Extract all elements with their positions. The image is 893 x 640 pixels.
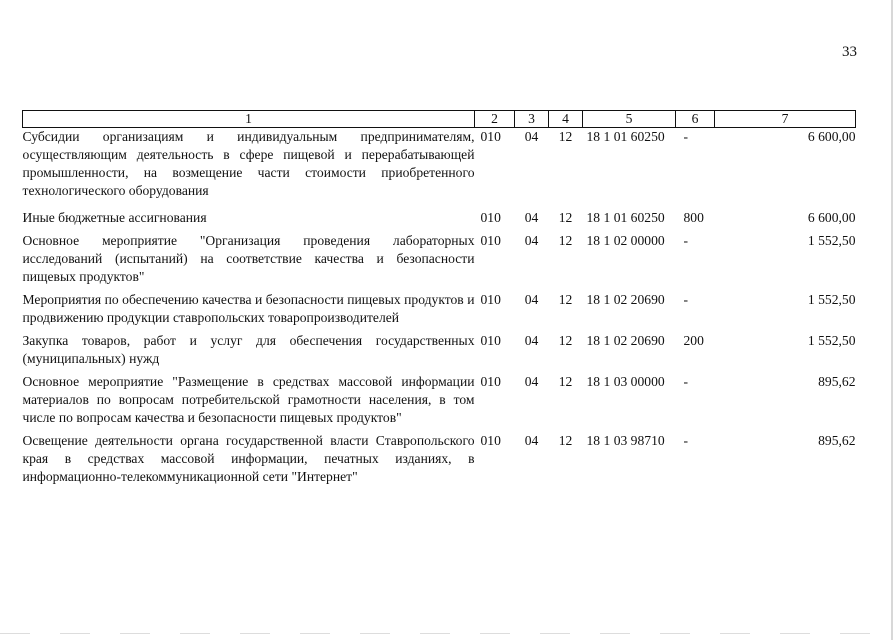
row-col-3: 04 [524,333,539,348]
row-col-2: 010 [480,210,501,225]
row-col-4: 12 [558,374,573,389]
table-row [23,232,856,291]
table-row [23,332,856,373]
row-col-2: 010 [480,292,501,307]
row-description: Освещение деятельности органа государственной власти Ставропольского края в средствах массовой информации, печатных изданиях, в информационно-телекоммуникационной сети "Интернет" [22,433,475,484]
table-row [23,128,856,206]
table-header-row [23,111,856,128]
budget-table [22,110,856,491]
table-row [23,291,856,332]
header-col-6: 6 [676,111,715,128]
row-col-4: 12 [558,129,573,144]
header-col-7: 7 [715,111,856,128]
table-row [23,205,856,232]
scan-bottom-artifact [0,633,893,634]
row-description: Основное мероприятие "Организация проведения лабораторных исследований (испытаний) на соответствие качества и безопасности пищевых продуктов" [22,233,475,284]
row-amount: 1 552,50 [807,292,856,307]
row-col-6: 200 [683,333,704,348]
table-row [23,373,856,432]
table-row [23,432,856,491]
row-col-3: 04 [524,292,539,307]
row-description: Иные бюджетные ассигнования [22,210,207,225]
row-col-6: - [683,374,689,389]
row-col-4: 12 [558,292,573,307]
row-description: Закупка товаров, работ и услуг для обеспечения государственных (муниципальных) нужд [22,333,475,366]
header-col-2: 2 [475,111,515,128]
header-col-5: 5 [583,111,676,128]
row-col-2: 010 [480,129,501,144]
header-col-3: 3 [515,111,549,128]
row-col-5: 18 1 02 20690 [586,292,665,307]
row-amount: 895,62 [818,433,856,448]
row-description: Основное мероприятие "Размещение в средствах массовой информации материалов по вопросам потребительской грамотности населения, в том числе по вопросам качества и безопасности пищевых продуктов" [22,374,475,425]
row-amount: 1 552,50 [807,233,856,248]
row-col-3: 04 [524,210,539,225]
row-col-2: 010 [480,233,501,248]
header-col-1: 1 [23,111,475,128]
row-col-4: 12 [558,333,573,348]
row-col-2: 010 [480,433,501,448]
row-col-5: 18 1 01 60250 [586,129,665,144]
row-amount: 1 552,50 [807,333,856,348]
row-col-2: 010 [480,333,501,348]
page-number: 33 [842,44,857,60]
row-col-4: 12 [558,210,573,225]
row-amount: 6 600,00 [807,210,856,225]
header-col-4: 4 [549,111,583,128]
row-description: Субсидии организациям и индивидуальным предпринимателям, осуществляющим деятельность в сфере пищевой и перерабатывающей промышленности, на возмещение части стоимости приобретенного технологического оборудования [22,129,475,198]
row-col-3: 04 [524,433,539,448]
row-col-4: 12 [558,233,573,248]
row-col-5: 18 1 03 98710 [586,433,665,448]
row-col-3: 04 [524,129,539,144]
row-amount: 6 600,00 [807,129,856,144]
row-col-5: 18 1 01 60250 [586,210,665,225]
row-col-6: - [683,292,689,307]
row-col-6: - [683,233,689,248]
row-col-3: 04 [524,233,539,248]
row-col-6: - [683,129,689,144]
row-col-4: 12 [558,433,573,448]
row-col-6: - [683,433,689,448]
row-col-6: 800 [683,210,704,225]
row-col-5: 18 1 03 00000 [586,374,665,389]
row-amount: 895,62 [818,374,856,389]
row-col-3: 04 [524,374,539,389]
row-col-5: 18 1 02 00000 [586,233,665,248]
row-description: Мероприятия по обеспечению качества и безопасности пищевых продуктов и продвижению продукции ставропольских товаропроизводителей [22,292,475,325]
row-col-2: 010 [480,374,501,389]
row-col-5: 18 1 02 20690 [586,333,665,348]
